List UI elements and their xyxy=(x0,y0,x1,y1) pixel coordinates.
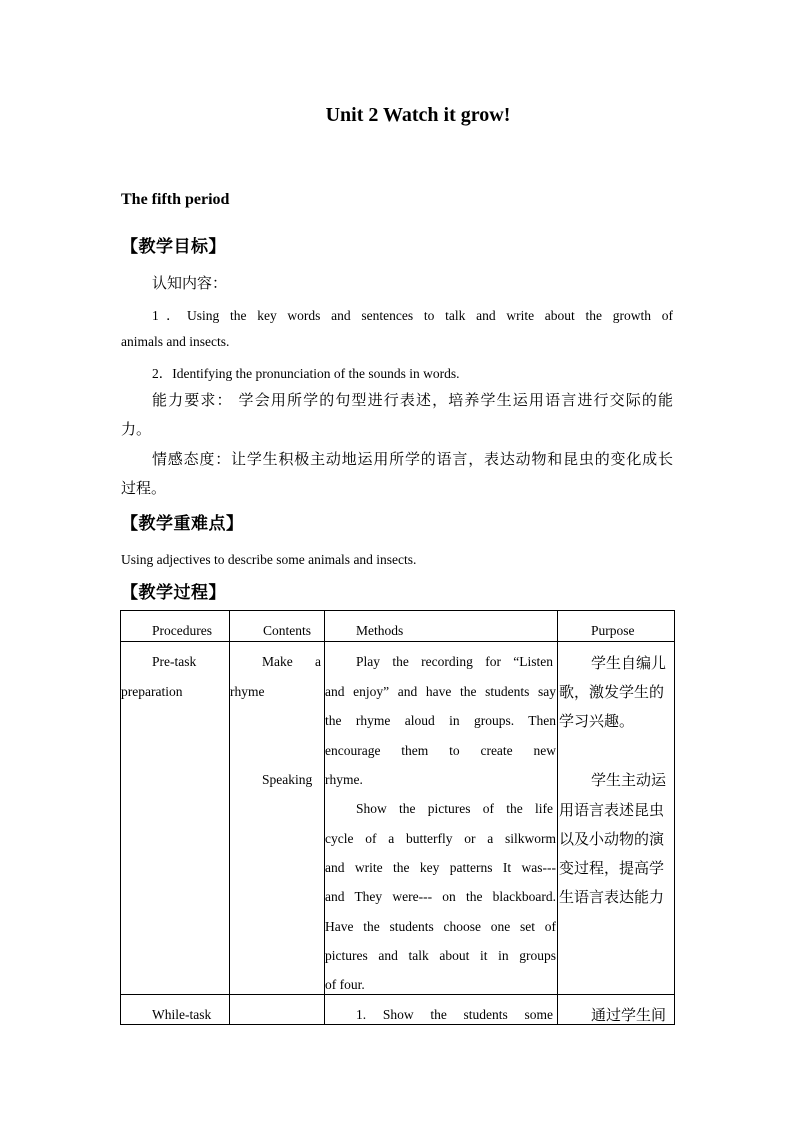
key-points-heading: 【教学重难点】 xyxy=(121,514,244,534)
cell-purpose-pre-task: 学生自编儿 歌，激发学生的 学习兴趣。 学生主动运 用语言表述昆虫 以及小动物的演 变过程，提高学 生语言表达能力 xyxy=(558,642,675,995)
header-procedures: Procedures xyxy=(121,611,230,642)
cell-contents-while-task xyxy=(230,995,325,1025)
period-heading: The fifth period xyxy=(121,191,230,208)
objective-item-2: 2．Identifying the pronunciation of the sounds in words. xyxy=(152,366,460,381)
table-row-while-task xyxy=(121,995,675,1025)
cell-procedure-while-task: While-task xyxy=(121,995,230,1025)
ability-line-1: 能力要求： 学会用所学的句型进行表述，培养学生运用语言进行交际的能 xyxy=(152,391,673,409)
key-points-text: Using adjectives to describe some animals and insects. xyxy=(121,552,417,567)
header-methods: Methods xyxy=(325,611,558,642)
process-heading: 【教学过程】 xyxy=(121,583,226,603)
cell-contents-pre-task: Make a rhyme Speaking xyxy=(230,642,325,995)
cell-methods-while-task: 1. Show the students some xyxy=(325,995,558,1025)
cell-methods-pre-task: Play the recording for “Listen and enjoy” and have the students say the rhyme aloud in groups. Then encourage them to create new rhyme. Show the pictures of the life cycle of a butterfly or a silkworm and write the key patterns It was--- and They were--- on the blackboard. Have the students choose one set of pictures and talk about it in groups of four. xyxy=(325,642,558,995)
table-header-row xyxy=(121,611,675,642)
document-title: Unit 2 Watch it grow! xyxy=(325,104,511,126)
teaching-process-table xyxy=(120,610,675,1025)
emotion-line-2: 过程。 xyxy=(121,479,167,497)
objectives-heading: 【教学目标】 xyxy=(121,237,226,257)
emotion-line-1: 情感态度：让学生积极主动地运用所学的语言，表达动物和昆虫的变化成长 xyxy=(152,450,673,468)
objective-item-1-line-2: animals and insects. xyxy=(121,334,230,349)
header-contents: Contents xyxy=(230,611,325,642)
objective-item-1-line-1: 1．Using the key words and sentences to talk and write about the growth of xyxy=(152,308,673,323)
ability-line-2: 力。 xyxy=(121,420,152,438)
cognitive-label: 认知内容： xyxy=(152,274,228,292)
cell-purpose-while-task: 通过学生间 xyxy=(558,995,675,1025)
table-row-pre-task xyxy=(121,642,675,995)
header-purpose: Purpose xyxy=(558,611,675,642)
cell-procedure-pre-task: Pre-task preparation xyxy=(121,642,230,995)
